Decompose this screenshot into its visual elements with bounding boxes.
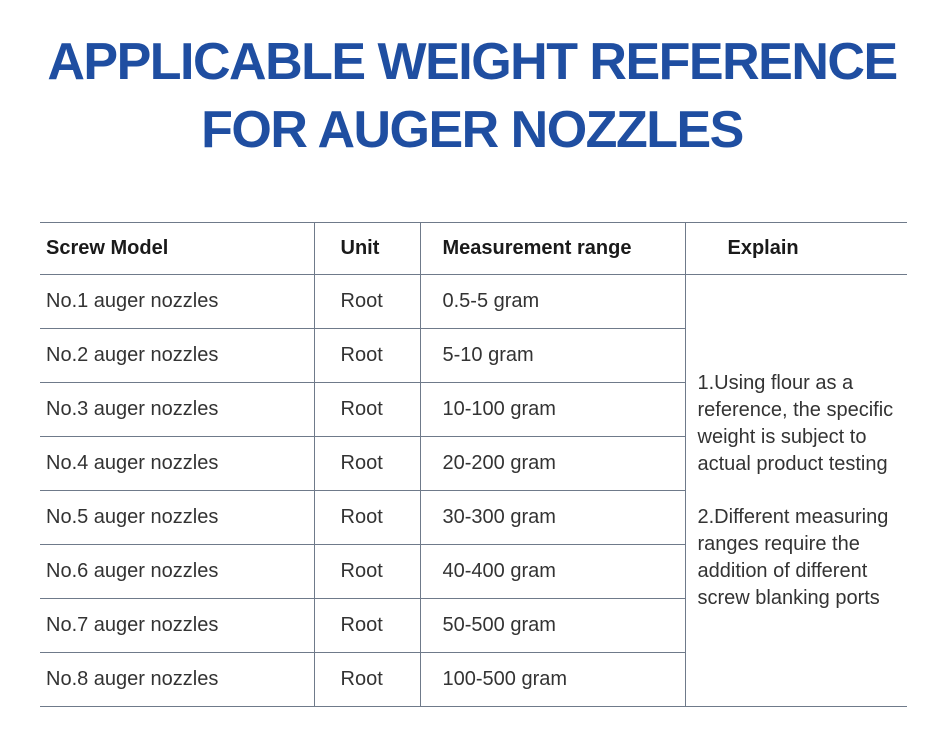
cell-unit: Root (314, 545, 420, 599)
explain-note-2: 2.Different measuring ranges require the addition of different screw blanking ports (697, 505, 889, 609)
table-row (40, 275, 907, 329)
page-title-line-2: FOR AUGER NOZZLES (201, 101, 743, 159)
table-header-row (40, 223, 907, 275)
explain-cell (685, 275, 907, 707)
page-title-line-1: APPLICABLE WEIGHT REFERENCE (47, 33, 897, 91)
cell-model: No.8 auger nozzles (40, 653, 314, 707)
weight-reference-table (40, 222, 907, 707)
cell-model: No.7 auger nozzles (40, 599, 314, 653)
cell-model: No.2 auger nozzles (40, 329, 314, 383)
cell-range: 50-500 gram (420, 599, 685, 653)
explain-note-1: 1.Using flour as a reference, the specific weight is subject to actual product testing (697, 371, 894, 475)
cell-unit: Root (314, 491, 420, 545)
header-screw-model: Screw Model (40, 223, 314, 275)
cell-range: 30-300 gram (420, 491, 685, 545)
header-measurement-range: Measurement range (420, 223, 685, 275)
cell-range: 100-500 gram (420, 653, 685, 707)
cell-model: No.1 auger nozzles (40, 275, 314, 329)
cell-range: 0.5-5 gram (420, 275, 685, 329)
cell-unit: Root (314, 437, 420, 491)
cell-model: No.4 auger nozzles (40, 437, 314, 491)
cell-unit: Root (314, 599, 420, 653)
header-explain: Explain (685, 223, 907, 275)
cell-range: 20-200 gram (420, 437, 685, 491)
cell-model: No.3 auger nozzles (40, 383, 314, 437)
cell-unit: Root (314, 653, 420, 707)
cell-model: No.6 auger nozzles (40, 545, 314, 599)
header-unit: Unit (314, 223, 420, 275)
cell-range: 10-100 gram (420, 383, 685, 437)
cell-unit: Root (314, 275, 420, 329)
cell-range: 5-10 gram (420, 329, 685, 383)
cell-range: 40-400 gram (420, 545, 685, 599)
cell-unit: Root (314, 383, 420, 437)
cell-model: No.5 auger nozzles (40, 491, 314, 545)
cell-unit: Root (314, 329, 420, 383)
